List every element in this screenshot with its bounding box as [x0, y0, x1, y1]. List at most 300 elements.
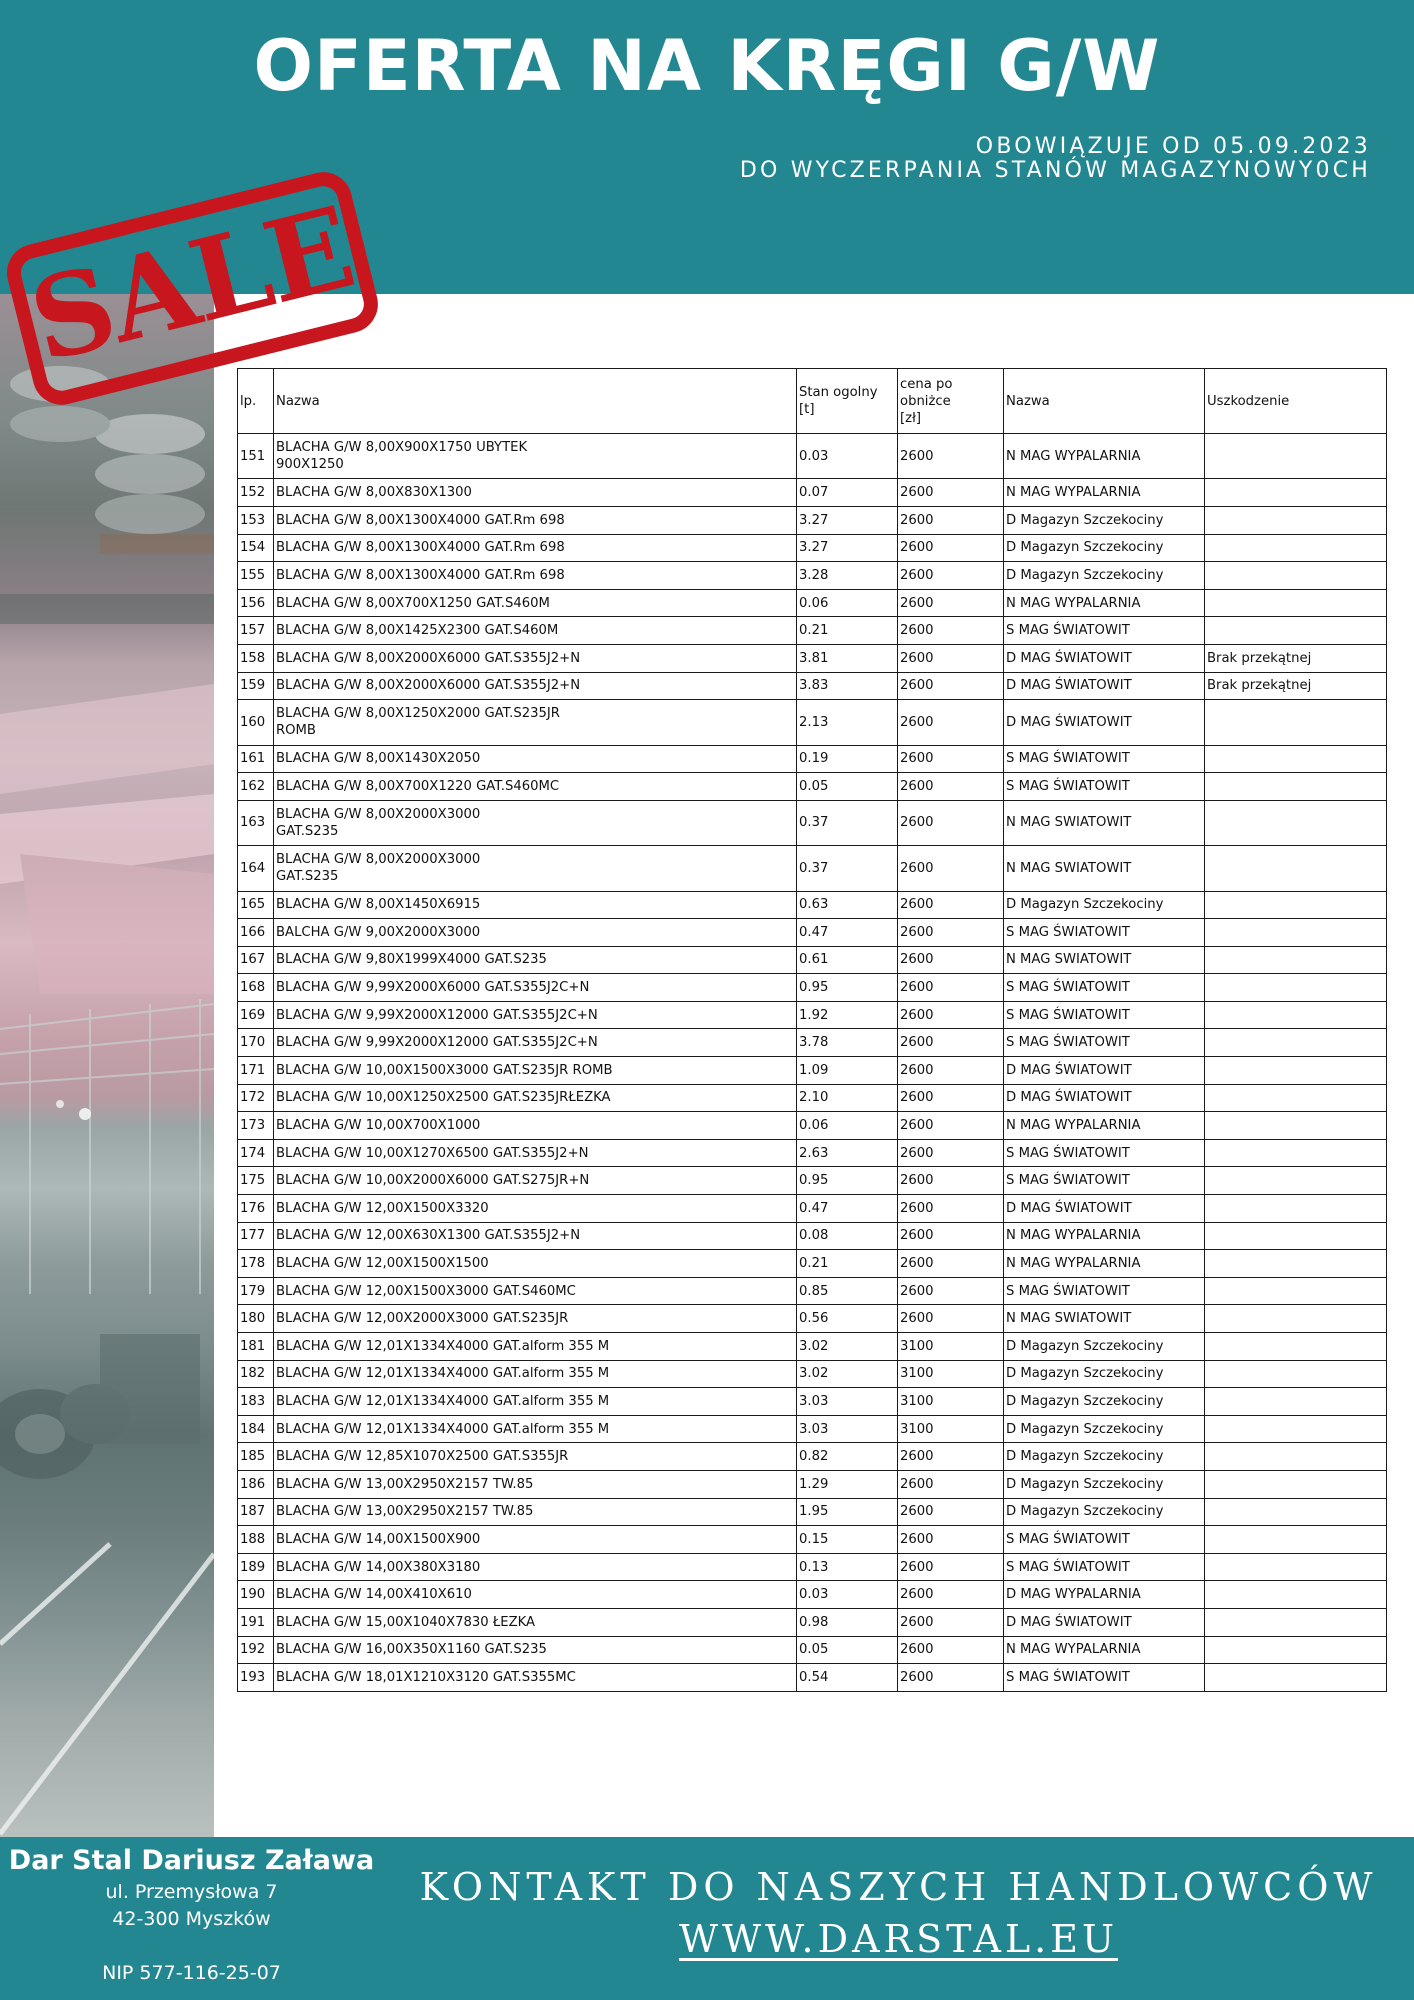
cell-magazyn: D MAG ŚWIATOWIT — [1004, 1608, 1205, 1636]
cell-stan: 0.06 — [797, 1112, 898, 1140]
cell-lp: 179 — [238, 1277, 274, 1305]
cell-stan: 0.13 — [797, 1553, 898, 1581]
cell-cena: 2600 — [898, 745, 1004, 773]
cell-uszkodzenie — [1205, 800, 1387, 845]
cell-lp: 153 — [238, 506, 274, 534]
cell-stan: 3.27 — [797, 506, 898, 534]
cell-stan: 0.06 — [797, 589, 898, 617]
cell-magazyn: N MAG SWIATOWIT — [1004, 800, 1205, 845]
cell-magazyn: S MAG ŚWIATOWIT — [1004, 974, 1205, 1002]
cell-nazwa: BLACHA G/W 8,00X1250X2000 GAT.S235JR ROMB — [274, 700, 797, 745]
cell-lp: 169 — [238, 1001, 274, 1029]
cell-cena: 3100 — [898, 1415, 1004, 1443]
cell-magazyn: D Magazyn Szczekociny — [1004, 1415, 1205, 1443]
cell-lp: 193 — [238, 1664, 274, 1692]
table-row — [238, 1029, 1387, 1057]
table-row — [238, 891, 1387, 919]
cell-magazyn: D MAG ŚWIATOWIT — [1004, 1084, 1205, 1112]
cell-magazyn: D MAG ŚWIATOWIT — [1004, 672, 1205, 700]
cell-nazwa: BLACHA G/W 8,00X2000X6000 GAT.S355J2+N — [274, 672, 797, 700]
cell-uszkodzenie — [1205, 1139, 1387, 1167]
table-row — [238, 1664, 1387, 1692]
table-row — [238, 562, 1387, 590]
company-nip: NIP 577-116-25-07 — [102, 1962, 281, 1984]
cell-nazwa: BLACHA G/W 8,00X830X1300 — [274, 479, 797, 507]
cell-lp: 154 — [238, 534, 274, 562]
cell-lp: 166 — [238, 919, 274, 947]
cell-nazwa: BLACHA G/W 14,00X1500X900 — [274, 1526, 797, 1554]
page-title: OFERTA NA KRĘGI G/W — [253, 25, 1161, 107]
table-row — [238, 434, 1387, 479]
cell-cena: 2600 — [898, 479, 1004, 507]
cell-cena: 2600 — [898, 1277, 1004, 1305]
sale-stamp-text: SALE — [18, 182, 365, 388]
cell-lp: 156 — [238, 589, 274, 617]
cell-stan: 3.83 — [797, 672, 898, 700]
cell-uszkodzenie — [1205, 1029, 1387, 1057]
company-city: 42-300 Myszków — [112, 1908, 271, 1930]
cell-lp: 171 — [238, 1057, 274, 1085]
table-row — [238, 1443, 1387, 1471]
cell-cena: 2600 — [898, 1581, 1004, 1609]
cell-stan: 1.09 — [797, 1057, 898, 1085]
cell-lp: 180 — [238, 1305, 274, 1333]
cell-cena: 2600 — [898, 1139, 1004, 1167]
table-row — [238, 1250, 1387, 1278]
cell-magazyn: S MAG ŚWIATOWIT — [1004, 1526, 1205, 1554]
cell-magazyn: D Magazyn Szczekociny — [1004, 506, 1205, 534]
company-info — [0, 1843, 383, 1987]
cell-stan: 2.63 — [797, 1139, 898, 1167]
cell-cena: 2600 — [898, 1084, 1004, 1112]
cell-uszkodzenie — [1205, 919, 1387, 947]
table-row — [238, 1360, 1387, 1388]
cell-magazyn: S MAG ŚWIATOWIT — [1004, 1167, 1205, 1195]
cell-cena: 2600 — [898, 562, 1004, 590]
cell-stan: 0.56 — [797, 1305, 898, 1333]
cell-magazyn: D Magazyn Szczekociny — [1004, 1333, 1205, 1361]
cell-lp: 188 — [238, 1526, 274, 1554]
cell-lp: 191 — [238, 1608, 274, 1636]
valid-from-text: OBOWIĄZUJE OD 05.09.2023 — [975, 134, 1371, 159]
cell-uszkodzenie — [1205, 617, 1387, 645]
table-row — [238, 1526, 1387, 1554]
header-lp: lp. — [238, 369, 274, 434]
cell-stan: 1.29 — [797, 1470, 898, 1498]
cell-stan: 3.78 — [797, 1029, 898, 1057]
validity-note — [740, 135, 1371, 183]
cell-uszkodzenie — [1205, 773, 1387, 801]
cell-nazwa: BLACHA G/W 9,80X1999X4000 GAT.S235 — [274, 946, 797, 974]
cell-lp: 182 — [238, 1360, 274, 1388]
cell-cena: 2600 — [898, 800, 1004, 845]
table-row — [238, 800, 1387, 845]
cell-magazyn: N MAG WYPALARNIA — [1004, 479, 1205, 507]
cell-cena: 2600 — [898, 1057, 1004, 1085]
cell-magazyn: S MAG ŚWIATOWIT — [1004, 1553, 1205, 1581]
cell-nazwa: BLACHA G/W 8,00X2000X3000 GAT.S235 — [274, 846, 797, 891]
cell-lp: 177 — [238, 1222, 274, 1250]
cell-uszkodzenie — [1205, 1581, 1387, 1609]
table-row — [238, 1305, 1387, 1333]
cell-cena: 2600 — [898, 1608, 1004, 1636]
cell-nazwa: BLACHA G/W 12,01X1334X4000 GAT.alform 355 M — [274, 1415, 797, 1443]
cell-stan: 0.37 — [797, 800, 898, 845]
cell-magazyn: D Magazyn Szczekociny — [1004, 1388, 1205, 1416]
cell-magazyn: S MAG ŚWIATOWIT — [1004, 1139, 1205, 1167]
cell-cena: 2600 — [898, 1636, 1004, 1664]
cell-stan: 0.37 — [797, 846, 898, 891]
cell-cena: 3100 — [898, 1388, 1004, 1416]
cell-nazwa: BLACHA G/W 8,00X1425X2300 GAT.S460M — [274, 617, 797, 645]
cell-stan: 3.02 — [797, 1333, 898, 1361]
header-cena: cena po obniżce [zł] — [898, 369, 1004, 434]
table-row — [238, 589, 1387, 617]
cell-nazwa: BLACHA G/W 10,00X1500X3000 GAT.S235JR ROMB — [274, 1057, 797, 1085]
cell-lp: 192 — [238, 1636, 274, 1664]
cell-cena: 2600 — [898, 1664, 1004, 1692]
cell-nazwa: BLACHA G/W 16,00X350X1160 GAT.S235 — [274, 1636, 797, 1664]
table-row — [238, 1139, 1387, 1167]
cell-lp: 163 — [238, 800, 274, 845]
cell-lp: 165 — [238, 891, 274, 919]
cell-stan: 0.85 — [797, 1277, 898, 1305]
table-row — [238, 1277, 1387, 1305]
cell-uszkodzenie — [1205, 846, 1387, 891]
cell-stan: 0.05 — [797, 1636, 898, 1664]
valid-until-text: DO WYCZERPANIA STANÓW MAGAZYNOWY0CH — [739, 158, 1371, 183]
cell-uszkodzenie — [1205, 700, 1387, 745]
cell-cena: 2600 — [898, 1443, 1004, 1471]
table-row — [238, 1388, 1387, 1416]
cell-stan: 3.27 — [797, 534, 898, 562]
cell-uszkodzenie — [1205, 1195, 1387, 1223]
cell-uszkodzenie — [1205, 745, 1387, 773]
cell-nazwa: BLACHA G/W 12,01X1334X4000 GAT.alform 355 M — [274, 1388, 797, 1416]
cell-cena: 2600 — [898, 589, 1004, 617]
cell-nazwa: BLACHA G/W 12,00X1500X3000 GAT.S460MC — [274, 1277, 797, 1305]
cell-uszkodzenie — [1205, 562, 1387, 590]
warehouse-photo — [0, 294, 214, 1837]
cell-uszkodzenie — [1205, 1084, 1387, 1112]
cell-stan: 2.13 — [797, 700, 898, 745]
cell-nazwa: BLACHA G/W 9,99X2000X12000 GAT.S355J2C+N — [274, 1029, 797, 1057]
cell-uszkodzenie — [1205, 1498, 1387, 1526]
cell-lp: 152 — [238, 479, 274, 507]
cell-magazyn: D Magazyn Szczekociny — [1004, 891, 1205, 919]
cell-uszkodzenie — [1205, 534, 1387, 562]
cell-magazyn: D Magazyn Szczekociny — [1004, 534, 1205, 562]
cell-stan: 0.63 — [797, 891, 898, 919]
cell-stan: 3.28 — [797, 562, 898, 590]
cell-cena: 2600 — [898, 1305, 1004, 1333]
cell-stan: 0.21 — [797, 617, 898, 645]
cell-magazyn: N MAG WYPALARNIA — [1004, 434, 1205, 479]
table-row — [238, 1498, 1387, 1526]
table-row — [238, 617, 1387, 645]
cell-nazwa: BLACHA G/W 8,00X900X1750 UBYTEK 900X1250 — [274, 434, 797, 479]
cell-magazyn: D Magazyn Szczekociny — [1004, 1360, 1205, 1388]
cell-magazyn: S MAG ŚWIATOWIT — [1004, 1001, 1205, 1029]
cell-lp: 161 — [238, 745, 274, 773]
cell-uszkodzenie — [1205, 1388, 1387, 1416]
contact-heading: KONTAKT DO NASZYCH HANDLOWCÓW — [419, 1865, 1378, 1909]
cell-uszkodzenie — [1205, 1001, 1387, 1029]
cell-uszkodzenie — [1205, 891, 1387, 919]
cell-uszkodzenie — [1205, 1608, 1387, 1636]
cell-lp: 151 — [238, 434, 274, 479]
cell-magazyn: D MAG ŚWIATOWIT — [1004, 1195, 1205, 1223]
company-street: ul. Przemysłowa 7 — [105, 1881, 278, 1903]
cell-nazwa: BLACHA G/W 8,00X1300X4000 GAT.Rm 698 — [274, 562, 797, 590]
cell-nazwa: BLACHA G/W 14,00X380X3180 — [274, 1553, 797, 1581]
cell-nazwa: BLACHA G/W 10,00X1270X6500 GAT.S355J2+N — [274, 1139, 797, 1167]
table-row — [238, 1581, 1387, 1609]
cell-nazwa: BLACHA G/W 13,00X2950X2157 TW.85 — [274, 1470, 797, 1498]
cell-magazyn: N MAG WYPALARNIA — [1004, 1636, 1205, 1664]
cell-magazyn: D MAG WYPALARNIA — [1004, 1581, 1205, 1609]
cell-stan: 0.03 — [797, 434, 898, 479]
table-row — [238, 1195, 1387, 1223]
cell-cena: 2600 — [898, 617, 1004, 645]
cell-magazyn: N MAG WYPALARNIA — [1004, 1222, 1205, 1250]
table-row — [238, 919, 1387, 947]
cell-stan: 1.95 — [797, 1498, 898, 1526]
cell-stan: 0.05 — [797, 773, 898, 801]
table-header-row — [238, 369, 1387, 434]
cell-uszkodzenie — [1205, 506, 1387, 534]
cell-cena: 2600 — [898, 974, 1004, 1002]
cell-nazwa: BLACHA G/W 8,00X1300X4000 GAT.Rm 698 — [274, 506, 797, 534]
cell-cena: 2600 — [898, 672, 1004, 700]
cell-nazwa: BLACHA G/W 8,00X700X1220 GAT.S460MC — [274, 773, 797, 801]
cell-uszkodzenie — [1205, 974, 1387, 1002]
cell-cena: 2600 — [898, 1001, 1004, 1029]
cell-lp: 172 — [238, 1084, 274, 1112]
table-row — [238, 1608, 1387, 1636]
cell-cena: 2600 — [898, 773, 1004, 801]
cell-magazyn: S MAG ŚWIATOWIT — [1004, 1277, 1205, 1305]
cell-lp: 190 — [238, 1581, 274, 1609]
table-row — [238, 1415, 1387, 1443]
header-uszkodzenie: Uszkodzenie — [1205, 369, 1387, 434]
cell-magazyn: S MAG ŚWIATOWIT — [1004, 1029, 1205, 1057]
cell-magazyn: D Magazyn Szczekociny — [1004, 1498, 1205, 1526]
cell-nazwa: BLACHA G/W 8,00X1430X2050 — [274, 745, 797, 773]
table-row — [238, 745, 1387, 773]
cell-lp: 185 — [238, 1443, 274, 1471]
cell-uszkodzenie — [1205, 1526, 1387, 1554]
cell-nazwa: BLACHA G/W 12,00X1500X3320 — [274, 1195, 797, 1223]
table-row — [238, 946, 1387, 974]
cell-nazwa: BLACHA G/W 9,99X2000X12000 GAT.S355J2C+N — [274, 1001, 797, 1029]
cell-magazyn: D MAG ŚWIATOWIT — [1004, 1057, 1205, 1085]
cell-lp: 178 — [238, 1250, 274, 1278]
table-row — [238, 644, 1387, 672]
cell-nazwa: BLACHA G/W 8,00X1450X6915 — [274, 891, 797, 919]
cell-cena: 2600 — [898, 1498, 1004, 1526]
table-row — [238, 700, 1387, 745]
cell-uszkodzenie — [1205, 1250, 1387, 1278]
cell-magazyn: D MAG ŚWIATOWIT — [1004, 644, 1205, 672]
cell-uszkodzenie — [1205, 1443, 1387, 1471]
cell-nazwa: BLACHA G/W 14,00X410X610 — [274, 1581, 797, 1609]
cell-uszkodzenie — [1205, 1333, 1387, 1361]
company-name: Dar Stal Dariusz Zaława — [8, 1845, 375, 1876]
cell-lp: 189 — [238, 1553, 274, 1581]
cell-cena: 3100 — [898, 1333, 1004, 1361]
table-row — [238, 534, 1387, 562]
table-row — [238, 506, 1387, 534]
cell-stan: 3.81 — [797, 644, 898, 672]
cell-stan: 0.15 — [797, 1526, 898, 1554]
cell-stan: 0.95 — [797, 974, 898, 1002]
cell-cena: 3100 — [898, 1360, 1004, 1388]
cell-nazwa: BLACHA G/W 12,00X2000X3000 GAT.S235JR — [274, 1305, 797, 1333]
cell-stan: 3.03 — [797, 1415, 898, 1443]
cell-nazwa: BLACHA G/W 15,00X1040X7830 ŁEZKA — [274, 1608, 797, 1636]
cell-cena: 2600 — [898, 891, 1004, 919]
cell-nazwa: BLACHA G/W 8,00X2000X6000 GAT.S355J2+N — [274, 644, 797, 672]
offer-table — [237, 368, 1387, 1692]
cell-magazyn: N MAG SWIATOWIT — [1004, 1305, 1205, 1333]
table-row — [238, 1636, 1387, 1664]
cell-magazyn: S MAG ŚWIATOWIT — [1004, 919, 1205, 947]
cell-uszkodzenie — [1205, 1057, 1387, 1085]
cell-stan: 0.47 — [797, 1195, 898, 1223]
cell-lp: 186 — [238, 1470, 274, 1498]
website-link[interactable]: WWW.DARSTAL.EU — [679, 1917, 1118, 1961]
table-row — [238, 974, 1387, 1002]
cell-lp: 158 — [238, 644, 274, 672]
table-row — [238, 1001, 1387, 1029]
cell-stan: 0.19 — [797, 745, 898, 773]
cell-uszkodzenie — [1205, 1415, 1387, 1443]
cell-cena: 2600 — [898, 1195, 1004, 1223]
cell-lp: 187 — [238, 1498, 274, 1526]
cell-nazwa: BALCHA G/W 9,00X2000X3000 — [274, 919, 797, 947]
cell-lp: 184 — [238, 1415, 274, 1443]
cell-magazyn: D Magazyn Szczekociny — [1004, 1443, 1205, 1471]
table-row — [238, 1333, 1387, 1361]
warehouse-photo-drawing — [0, 294, 214, 1837]
cell-cena: 2600 — [898, 1470, 1004, 1498]
cell-stan: 0.21 — [797, 1250, 898, 1278]
cell-stan: 1.92 — [797, 1001, 898, 1029]
cell-magazyn: D Magazyn Szczekociny — [1004, 562, 1205, 590]
cell-magazyn: D MAG ŚWIATOWIT — [1004, 700, 1205, 745]
table-row — [238, 1112, 1387, 1140]
cell-stan: 0.03 — [797, 1581, 898, 1609]
cell-stan: 0.61 — [797, 946, 898, 974]
cell-uszkodzenie — [1205, 479, 1387, 507]
cell-lp: 164 — [238, 846, 274, 891]
cell-magazyn: S MAG ŚWIATOWIT — [1004, 617, 1205, 645]
cell-magazyn: S MAG ŚWIATOWIT — [1004, 745, 1205, 773]
cell-nazwa: BLACHA G/W 12,85X1070X2500 GAT.S355JR — [274, 1443, 797, 1471]
cell-lp: 160 — [238, 700, 274, 745]
cell-nazwa: BLACHA G/W 12,00X630X1300 GAT.S355J2+N — [274, 1222, 797, 1250]
cell-magazyn: N MAG SWIATOWIT — [1004, 946, 1205, 974]
table-row — [238, 773, 1387, 801]
cell-lp: 174 — [238, 1139, 274, 1167]
table-body — [238, 434, 1387, 1692]
cell-lp: 183 — [238, 1388, 274, 1416]
cell-stan: 0.47 — [797, 919, 898, 947]
cell-uszkodzenie — [1205, 434, 1387, 479]
cell-nazwa: BLACHA G/W 12,01X1334X4000 GAT.alform 355 M — [274, 1360, 797, 1388]
cell-magazyn: S MAG ŚWIATOWIT — [1004, 1664, 1205, 1692]
offer-table-container — [237, 368, 1386, 1692]
cell-uszkodzenie — [1205, 1636, 1387, 1664]
cell-cena: 2600 — [898, 946, 1004, 974]
cell-cena: 2600 — [898, 1167, 1004, 1195]
cell-cena: 2600 — [898, 1250, 1004, 1278]
cell-stan: 0.95 — [797, 1167, 898, 1195]
cell-uszkodzenie — [1205, 589, 1387, 617]
cell-stan: 2.10 — [797, 1084, 898, 1112]
cell-nazwa: BLACHA G/W 10,00X1250X2500 GAT.S235JRŁEZKA — [274, 1084, 797, 1112]
cell-magazyn: N MAG WYPALARNIA — [1004, 1250, 1205, 1278]
cell-lp: 157 — [238, 617, 274, 645]
cell-lp: 176 — [238, 1195, 274, 1223]
cell-uszkodzenie — [1205, 1167, 1387, 1195]
cell-nazwa: BLACHA G/W 10,00X2000X6000 GAT.S275JR+N — [274, 1167, 797, 1195]
cell-cena: 2600 — [898, 434, 1004, 479]
cell-uszkodzenie — [1205, 1664, 1387, 1692]
cell-nazwa: BLACHA G/W 13,00X2950X2157 TW.85 — [274, 1498, 797, 1526]
cell-lp: 155 — [238, 562, 274, 590]
cell-nazwa: BLACHA G/W 12,01X1334X4000 GAT.alform 355 M — [274, 1333, 797, 1361]
cell-cena: 2600 — [898, 534, 1004, 562]
table-row — [238, 1084, 1387, 1112]
table-row — [238, 1553, 1387, 1581]
cell-magazyn: D Magazyn Szczekociny — [1004, 1470, 1205, 1498]
cell-cena: 2600 — [898, 1526, 1004, 1554]
cell-stan: 3.02 — [797, 1360, 898, 1388]
cell-uszkodzenie — [1205, 1360, 1387, 1388]
table-row — [238, 1470, 1387, 1498]
table-row — [238, 846, 1387, 891]
cell-cena: 2600 — [898, 919, 1004, 947]
header-nazwa: Nazwa — [274, 369, 797, 434]
cell-stan: 0.54 — [797, 1664, 898, 1692]
table-row — [238, 479, 1387, 507]
cell-magazyn: S MAG ŚWIATOWIT — [1004, 773, 1205, 801]
cell-stan: 0.07 — [797, 479, 898, 507]
cell-cena: 2600 — [898, 846, 1004, 891]
cell-magazyn: N MAG WYPALARNIA — [1004, 1112, 1205, 1140]
cell-uszkodzenie: Brak przekątnej — [1205, 644, 1387, 672]
cell-uszkodzenie — [1205, 1112, 1387, 1140]
cell-stan: 0.08 — [797, 1222, 898, 1250]
table-row — [238, 1167, 1387, 1195]
table-row — [238, 1057, 1387, 1085]
cell-cena: 2600 — [898, 1222, 1004, 1250]
cell-stan: 0.82 — [797, 1443, 898, 1471]
table-row — [238, 1222, 1387, 1250]
cell-lp: 159 — [238, 672, 274, 700]
cell-lp: 167 — [238, 946, 274, 974]
cell-lp: 162 — [238, 773, 274, 801]
cell-nazwa: BLACHA G/W 12,00X1500X1500 — [274, 1250, 797, 1278]
cell-lp: 168 — [238, 974, 274, 1002]
cell-uszkodzenie — [1205, 946, 1387, 974]
cell-cena: 2600 — [898, 506, 1004, 534]
cell-uszkodzenie — [1205, 1277, 1387, 1305]
cell-uszkodzenie: Brak przekątnej — [1205, 672, 1387, 700]
cell-uszkodzenie — [1205, 1553, 1387, 1581]
